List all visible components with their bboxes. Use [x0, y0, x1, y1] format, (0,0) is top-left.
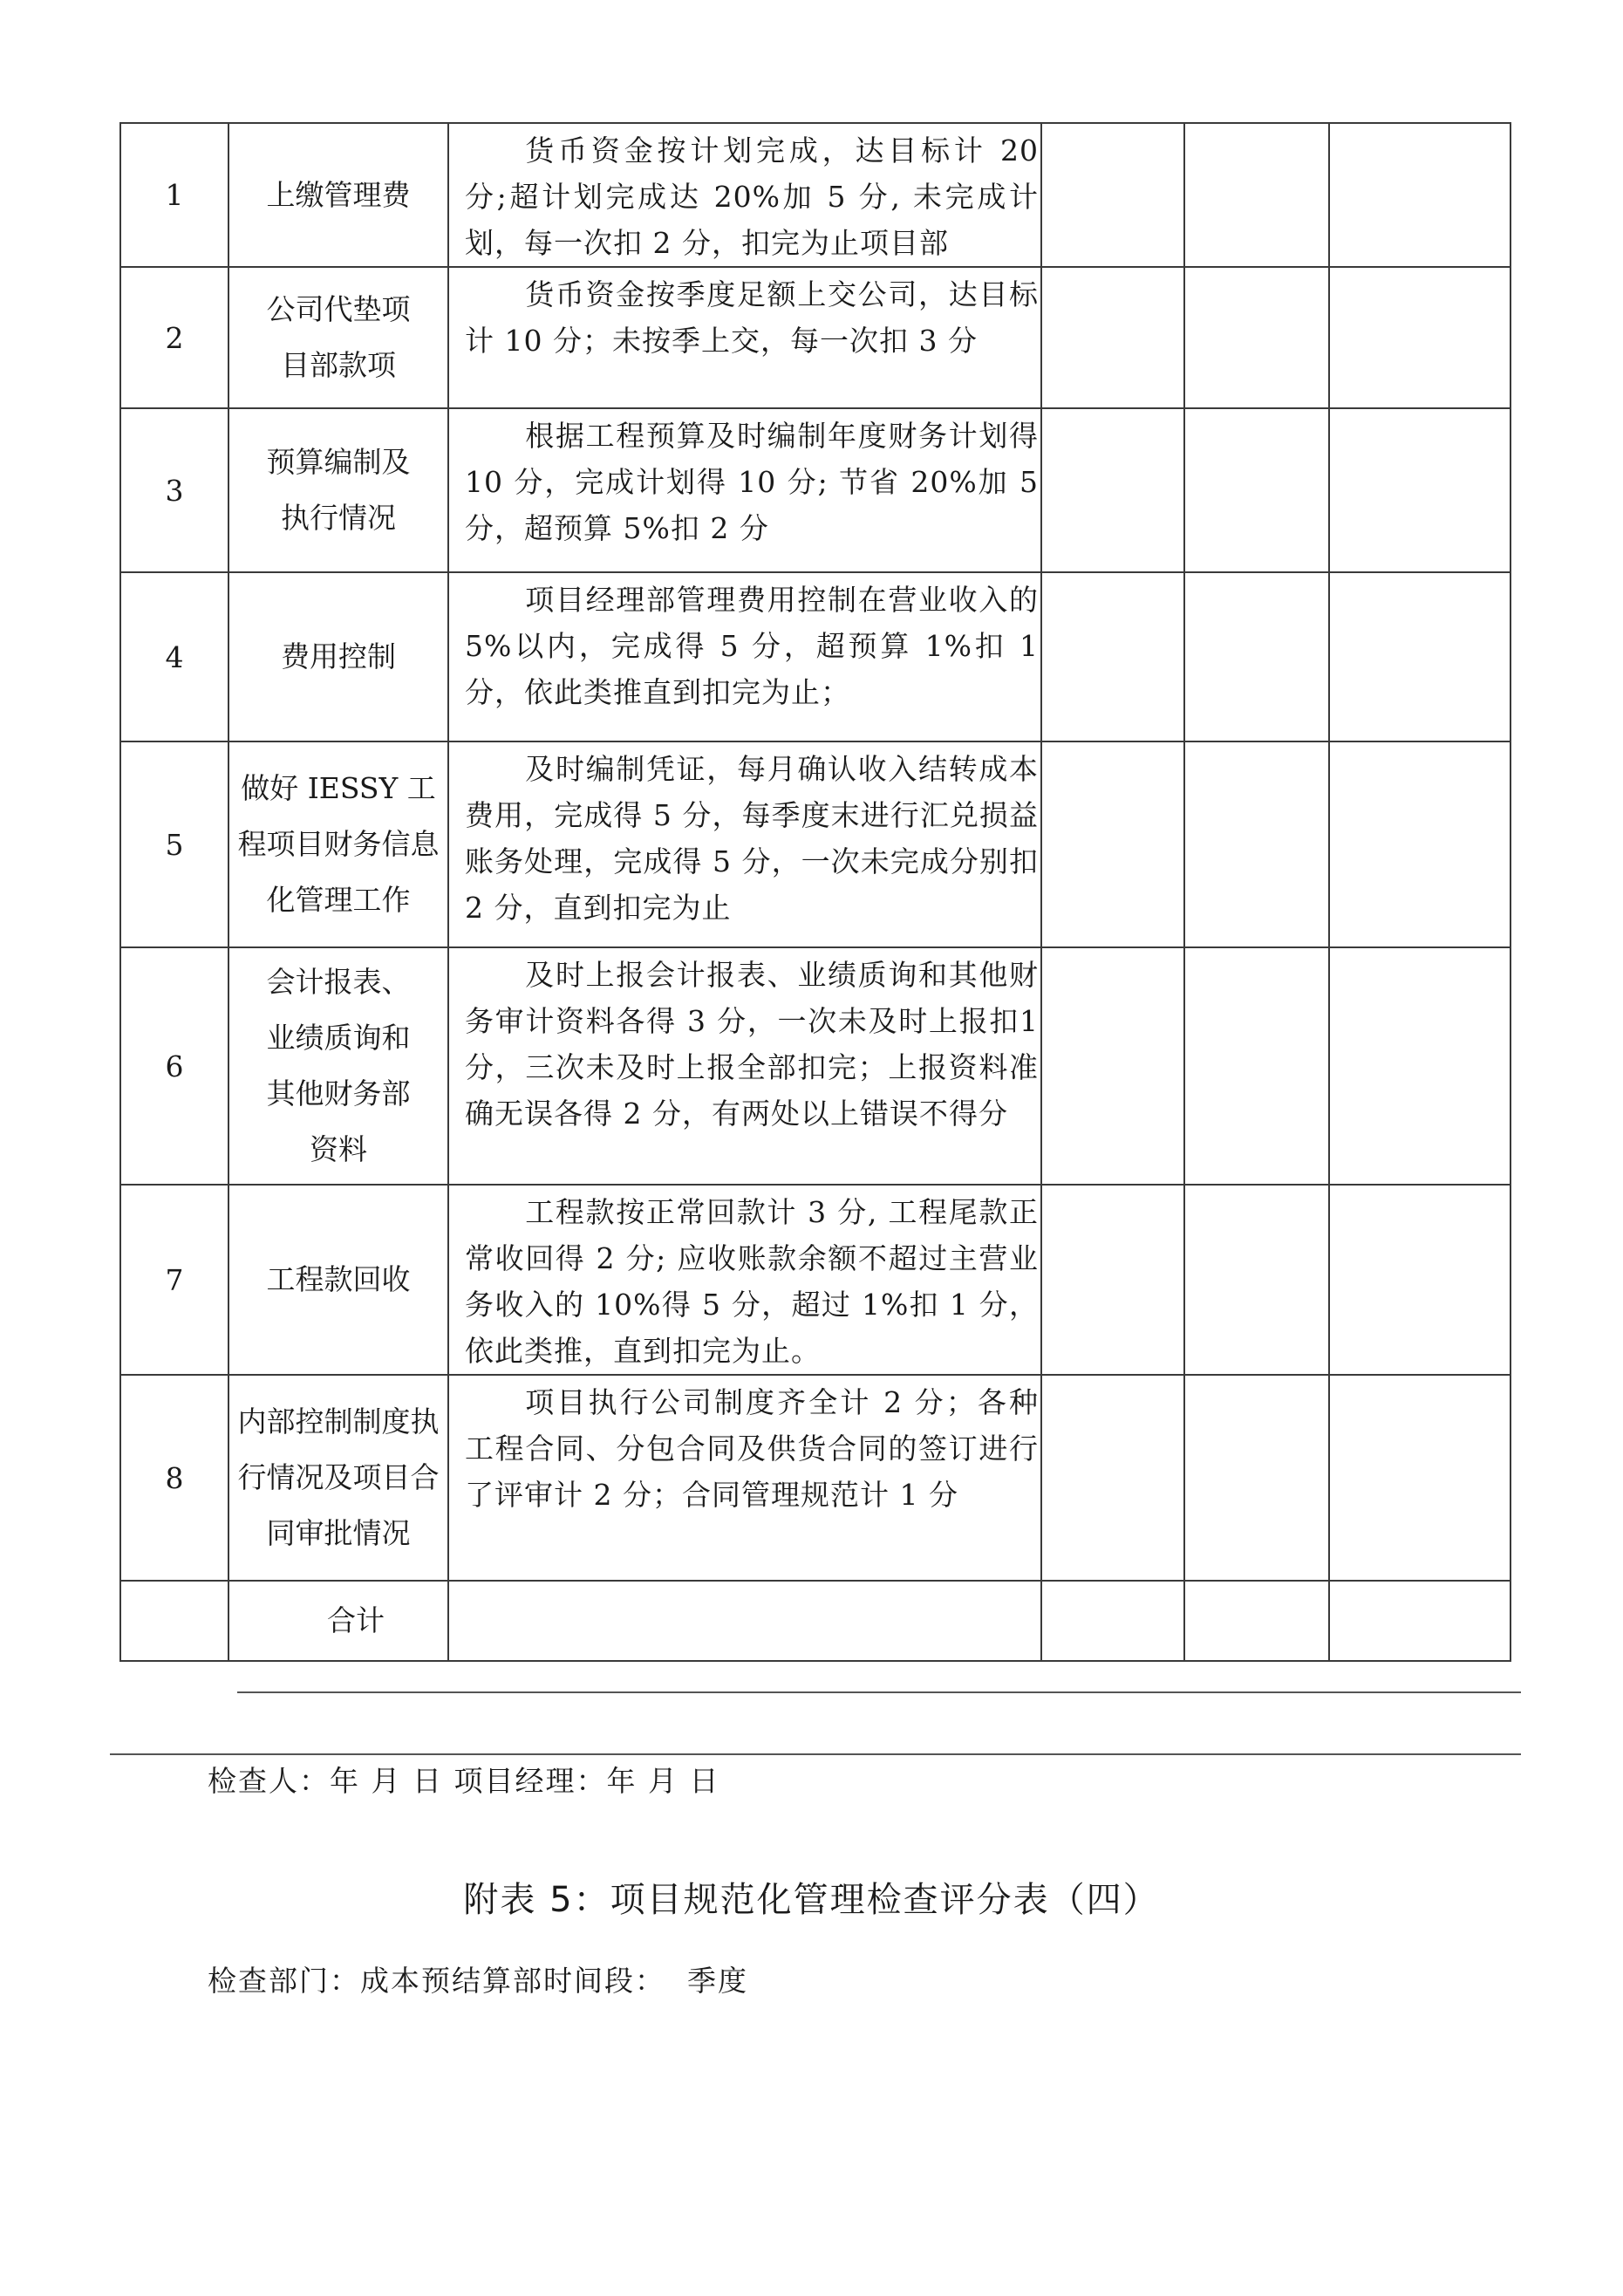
- criteria-line: 1 分，三次未及时上报全部扣完；上报资料: [465, 1004, 1039, 1084]
- table-row: [120, 741, 1510, 947]
- item-name-line: 费用控制: [281, 639, 396, 673]
- criteria-line: 财务审计资料各得 3 分，一次未及时上报扣: [465, 958, 1039, 1038]
- item-name-line: 会计报表、: [266, 965, 411, 999]
- score-cell: [1184, 267, 1329, 408]
- score-cell: [1329, 267, 1510, 408]
- scoring-criteria-text: [465, 127, 1039, 266]
- score-cell: [1041, 408, 1184, 572]
- criteria-line: 益账务处理，完成得 5 分，一次未完成分别: [465, 798, 1039, 878]
- score-cell: [1329, 572, 1510, 741]
- item-name-line: 工程款回收: [266, 1262, 411, 1296]
- item-name-line: 执行情况: [281, 501, 396, 535]
- scoring-criteria: [448, 741, 1041, 947]
- item-name-line: 目部款项: [281, 348, 396, 382]
- row-number: 3: [120, 408, 228, 572]
- table-row: [120, 1185, 1510, 1375]
- row-number: 6: [120, 947, 228, 1185]
- score-cell: [1041, 947, 1184, 1185]
- appendix-title: 附表 5：项目规范化管理检查评分表（四）: [463, 1880, 1160, 1920]
- total-score-cell: [1184, 1581, 1329, 1661]
- score-cell: [1329, 1185, 1510, 1375]
- row-number: 5: [120, 741, 228, 947]
- item-name-line: 资料: [310, 1132, 367, 1166]
- scoring-criteria: [448, 572, 1041, 741]
- total-row: [120, 1581, 1510, 1661]
- score-cell: [1041, 267, 1184, 408]
- table-row: [120, 123, 1510, 267]
- criteria-line: 根据工程预算及时编制年度财务计划: [525, 419, 1009, 453]
- score-cell: [1184, 1185, 1329, 1375]
- score-cell: [1184, 123, 1329, 267]
- score-cell: [1184, 408, 1329, 572]
- criteria-line: 的 5%以内，完成得 5 分，超预算 1%扣 1: [465, 583, 1039, 663]
- table-row: [120, 572, 1510, 741]
- signature-line: 检查人：年 月 日 项目经理：年 月 日: [208, 1764, 720, 1798]
- score-cell: [1184, 1375, 1329, 1581]
- criteria-line: 项目执行公司制度齐全计 2 分；各种: [525, 1385, 1039, 1419]
- total-label: 合计: [228, 1581, 448, 1661]
- item-name: [228, 1375, 448, 1581]
- scoring-criteria-text: [465, 1189, 1039, 1374]
- item-name: [228, 741, 448, 947]
- criteria-line: 及时编制凭证，每月确认收入结转成: [525, 752, 1009, 786]
- table-row: [120, 1375, 1510, 1581]
- row-number: 1: [120, 123, 228, 267]
- criteria-line: 正常收回得 2 分; 应收账款余额不超过主营: [465, 1195, 1039, 1275]
- scoring-criteria: [448, 1185, 1041, 1375]
- score-cell: [1041, 123, 1184, 267]
- item-name-line: 行情况及项目合: [237, 1460, 440, 1494]
- score-cell: [1184, 947, 1329, 1185]
- scoring-criteria-text: [465, 1379, 1039, 1518]
- scoring-criteria: [448, 947, 1041, 1185]
- scoring-table: [119, 122, 1511, 1662]
- criteria-line: 及时上报会计报表、业绩质询和其他: [525, 958, 1009, 992]
- score-cell: [1041, 1185, 1184, 1375]
- criteria-line: 分，依此类推直到扣完为止；: [465, 675, 850, 709]
- total-criteria-cell: [448, 1581, 1041, 1661]
- score-cell: [1329, 123, 1510, 267]
- criteria-line: ;超计划完成达 20%加 5 分, 未完成计划，: [465, 180, 1039, 260]
- item-name-line: 预算编制及: [266, 445, 411, 479]
- item-name: [228, 408, 448, 572]
- score-cell: [1329, 408, 1510, 572]
- criteria-line: 准确无误各得 2 分，有两处以上错误不得分: [465, 1050, 1039, 1131]
- scoring-criteria: [448, 1375, 1041, 1581]
- item-name: [228, 572, 448, 741]
- item-name-line: 内部控制制度执: [237, 1404, 440, 1438]
- criteria-line: 了评审计 2 分；合同管理规范计 1 分: [465, 1478, 958, 1512]
- score-cell: [1329, 1375, 1510, 1581]
- scoring-criteria-text: [465, 577, 1039, 715]
- item-name-line: 公司代垫项: [266, 292, 411, 326]
- criteria-line: 本费用，完成得 5 分，每季度末进行汇兑损: [465, 752, 1039, 832]
- item-name: [228, 123, 448, 267]
- criteria-line: 货币资金按计划完成，达目标计 20 分: [465, 133, 1039, 214]
- scoring-criteria-text: [465, 271, 1039, 364]
- divider-line-upper: [237, 1691, 1521, 1693]
- divider-line-lower: [110, 1753, 1521, 1755]
- item-name-line: 业绩质询和: [266, 1021, 411, 1055]
- scoring-criteria: [448, 267, 1041, 408]
- row-number: 8: [120, 1375, 228, 1581]
- table-row: [120, 267, 1510, 408]
- item-name-line: 化管理工作: [266, 883, 411, 917]
- score-cell: [1184, 572, 1329, 741]
- item-name-line: 程项目财务信息: [237, 827, 440, 861]
- criteria-line: 货币资金按季度足额上交公司，达目: [525, 277, 1009, 311]
- scoring-criteria-text: [465, 746, 1039, 931]
- item-name-line: 做好 IESSY 工: [241, 771, 436, 805]
- criteria-line: 项目经理部管理费用控制在营业收入: [525, 583, 1009, 617]
- item-name: [228, 1185, 448, 1375]
- criteria-line: 依此类推，直到扣完为止。: [465, 1334, 821, 1368]
- item-name: [228, 947, 448, 1185]
- item-name: [228, 267, 448, 408]
- criteria-line: 工程款按正常回款计 3 分, 工程尾款: [525, 1195, 1009, 1229]
- item-name-line: 同审批情况: [266, 1516, 411, 1550]
- score-cell: [1041, 572, 1184, 741]
- row-number: 7: [120, 1185, 228, 1375]
- score-cell: [1041, 1375, 1184, 1581]
- criteria-line: 工程合同、分包合同及供货合同的签订进行: [465, 1432, 1039, 1466]
- row-number: 4: [120, 572, 228, 741]
- item-name-line: 其他财务部: [266, 1076, 411, 1110]
- score-cell: [1184, 741, 1329, 947]
- scoring-criteria: [448, 123, 1041, 267]
- scoring-criteria: [448, 408, 1041, 572]
- row-number: 2: [120, 267, 228, 408]
- criteria-line: 每一次扣 2 分，扣完为止项目部: [524, 226, 949, 260]
- score-cell: [1329, 947, 1510, 1185]
- criteria-line: 分，超预算 5%扣 2 分: [465, 511, 769, 545]
- total-blank-cell: [120, 1581, 228, 1661]
- criteria-line: 业务收入的 10%得 5 分，超过 1%扣 1 分，: [465, 1241, 1039, 1322]
- criteria-line: 得 10 分，完成计划得 10 分; 节省 20%加 5: [465, 419, 1039, 499]
- total-score-cell: [1329, 1581, 1510, 1661]
- table-row: [120, 408, 1510, 572]
- scoring-criteria-text: [465, 952, 1039, 1137]
- item-name-line: 上缴管理费: [266, 177, 411, 212]
- scoring-table-body: [120, 123, 1510, 1661]
- total-score-cell: [1041, 1581, 1184, 1661]
- score-cell: [1329, 741, 1510, 947]
- table-row: [120, 947, 1510, 1185]
- criteria-line: 扣 2 分，直到扣完为止: [465, 844, 1039, 925]
- criteria-line: 标计 10 分；未按季上交，每一次扣 3 分: [465, 277, 1039, 358]
- department-line: 检查部门：成本预结算部时间段： 季度: [208, 1964, 748, 1998]
- score-cell: [1041, 741, 1184, 947]
- scoring-criteria-text: [465, 413, 1039, 551]
